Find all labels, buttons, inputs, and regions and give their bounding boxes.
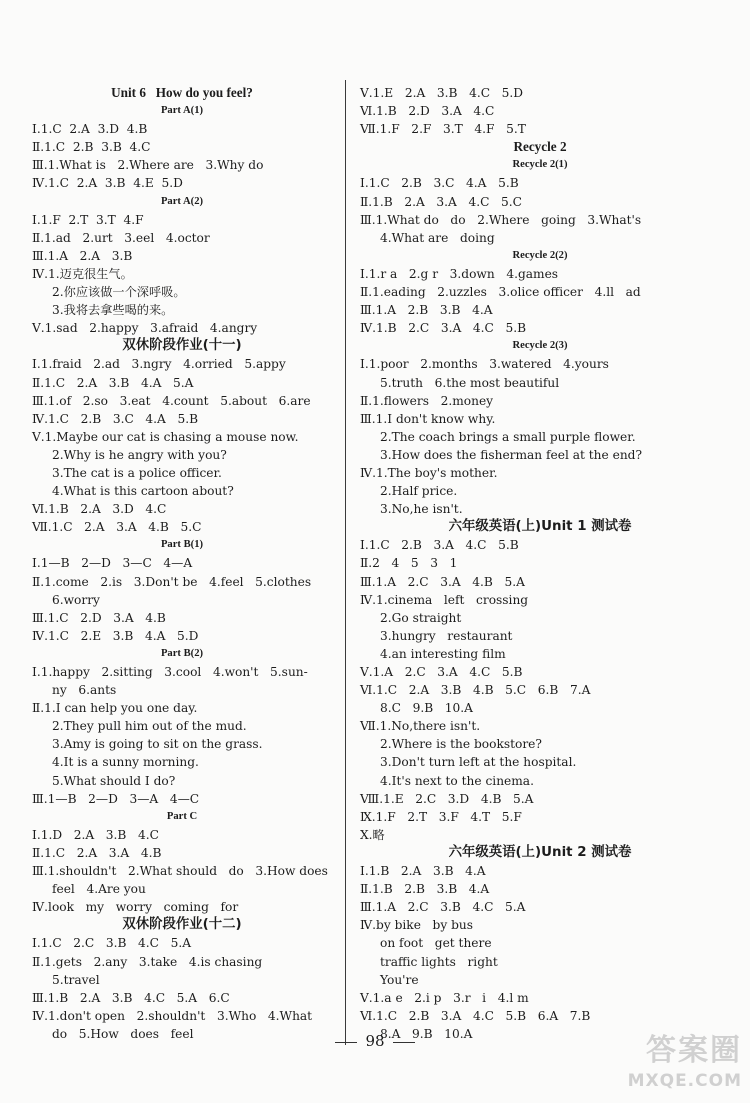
answer-line-continued: feel 4.Are you	[52, 882, 146, 897]
answer-line: Ⅲ.1.shouldn't 2.What should do 3.How does	[32, 864, 328, 879]
answer-line-continued: 4.It is a sunny morning.	[52, 755, 199, 770]
answer-line: Ⅲ.1.What is 2.Where are 3.Why do	[32, 158, 264, 173]
answer-line: Ⅰ.1.happy 2.sitting 3.cool 4.won't 5.sun-	[32, 665, 308, 679]
right-column	[360, 84, 720, 1043]
answer-line-continued: do 5.How does feel	[52, 1026, 194, 1041]
left-column	[32, 84, 332, 1043]
answer-line-continued: 3.hungry restaurant	[380, 628, 513, 643]
answer-line: Ⅱ.1.ad 2.urt 3.eel 4.octor	[32, 230, 210, 245]
answer-line-continued: 8.A 9.B 10.A	[380, 1026, 473, 1041]
answer-line: Ⅱ.1.B 2.B 3.B 4.A	[360, 882, 490, 897]
answer-line-continued: 3.The cat is a police officer.	[52, 465, 222, 480]
answer-line: Ⅰ.1.B 2.A 3.B 4.A	[360, 864, 486, 879]
answer-line: Ⅰ.1.r a 2.g r 3.down 4.games	[360, 266, 559, 281]
answer-line: Ⅱ.1.I can help you one day.	[32, 701, 198, 716]
answer-line: Ⅲ.1.What do do 2.Where going 3.What's	[360, 212, 642, 227]
column-divider	[345, 80, 346, 1045]
unit-heading: Recycle 2	[513, 139, 567, 155]
answer-line: Ⅶ.1.No,there isn't.	[360, 719, 481, 734]
section-heading: 双休阶段作业(十二)	[122, 917, 242, 933]
answer-line-continued: 4.What are doing	[380, 230, 495, 245]
footer-dash-left	[335, 1042, 357, 1043]
answer-line: Ⅱ.2 4 5 3 1	[360, 556, 458, 571]
answer-line: Ⅲ.1.A 2.B 3.B 4.A	[360, 303, 493, 318]
answer-line: Ⅸ.1.F 2.T 3.F 4.T 5.F	[360, 809, 522, 824]
answer-line: Ⅶ.1.F 2.F 3.T 4.F 5.T	[360, 122, 526, 137]
answer-line-continued: 3.No,he isn't.	[380, 502, 463, 517]
answer-line-continued: 2.Go straight	[380, 610, 462, 625]
answer-line: Ⅶ.1.C 2.A 3.A 4.B 5.C	[32, 520, 202, 535]
answer-line: Ⅰ.1.fraid 2.ad 3.ngry 4.orried 5.appy	[32, 357, 286, 372]
answer-line: Ⅲ.1.A 2.C 3.A 4.B 5.A	[360, 574, 525, 589]
answer-line: Ⅴ.1.a e 2.i p 3.r i 4.l m	[360, 990, 529, 1005]
answer-line: Ⅲ.1.of 2.so 3.eat 4.count 5.about 6.are	[32, 393, 311, 408]
answer-line: Ⅳ.1.The boy's mother.	[360, 465, 498, 480]
watermark-logo	[604, 1025, 742, 1097]
answer-line-continued: You're	[380, 972, 419, 987]
section-heading: 六年级英语(上)Unit 2 测试卷	[448, 844, 632, 860]
answer-line: Ⅵ.1.B 2.D 3.A 4.C	[360, 104, 495, 119]
answer-line-continued: 4.What is this cartoon about?	[52, 484, 234, 499]
answer-line: Ⅳ.1.迈克很生气。	[32, 266, 133, 281]
part-heading: Part A(1)	[160, 105, 204, 117]
answer-line: Ⅱ.1.come 2.is 3.Don't be 4.feel 5.clothes	[32, 574, 312, 589]
answer-line-continued: 5.truth 6.the most beautiful	[380, 375, 560, 390]
answer-line-continued: 2.Where is the bookstore?	[380, 737, 542, 752]
answer-line: Ⅲ.1—B 2—D 3—A 4—C	[32, 791, 200, 806]
answer-line-continued: 2.The coach brings a small purple flower.	[380, 429, 636, 444]
answer-line-continued: 2.Half price.	[380, 484, 458, 499]
answer-line-continued: 3.我将去拿些喝的来。	[52, 303, 174, 318]
answer-line: Ⅱ.1.C 2.B 3.B 4.C	[32, 140, 151, 155]
answer-line-continued: 3.Don't turn left at the hospital.	[380, 755, 577, 770]
page-number: 98	[365, 1032, 385, 1050]
answer-line-continued: traffic lights right	[380, 954, 498, 969]
answer-line: Ⅰ.1.D 2.A 3.B 4.C	[32, 827, 159, 842]
answer-line-continued: 4.It's next to the cinema.	[380, 773, 534, 788]
watermark-bottom-text: MXQE.COM	[627, 1071, 742, 1091]
answer-line: Ⅳ.1.don't open 2.shouldn't 3.Who 4.What	[32, 1008, 313, 1023]
answer-line-continued: 4.an interesting film	[380, 646, 506, 661]
answer-line-continued: on foot get there	[380, 936, 492, 951]
answer-line: Ⅲ.1.B 2.A 3.B 4.C 5.A 6.C	[32, 990, 230, 1005]
unit-heading: Unit 6 How do you feel?	[111, 85, 253, 100]
answer-line: Ⅱ.1.C 2.A 3.B 4.A 5.A	[32, 375, 194, 390]
answer-line: Ⅵ.1.B 2.A 3.D 4.C	[32, 502, 167, 517]
part-heading: Recycle 2(1)	[512, 159, 568, 171]
answer-line: Ⅰ.1.poor 2.months 3.watered 4.yours	[360, 357, 609, 372]
answer-line: Ⅱ.1.eading 2.uzzles 3.olice officer 4.ll ad	[360, 285, 641, 300]
footer-dash-right	[393, 1042, 415, 1043]
answer-line: Ⅴ.1.E 2.A 3.B 4.C 5.D	[360, 86, 524, 100]
part-heading: Part A(2)	[160, 195, 204, 207]
answer-line: Ⅰ.1—B 2—D 3—C 4—A	[32, 556, 193, 571]
answer-line-continued: 2.Why is he angry with you?	[52, 447, 227, 462]
answer-line-continued: 2.They pull him out of the mud.	[52, 719, 247, 734]
answer-line: Ⅰ.1.C 2.B 3.A 4.C 5.B	[360, 538, 519, 553]
answer-line-continued: ny 6.ants	[52, 683, 117, 698]
answer-line: Ⅴ.1.Maybe our cat is chasing a mouse now.	[32, 429, 299, 444]
answer-line: Ⅴ.1.sad 2.happy 3.afraid 4.angry	[32, 321, 258, 336]
answer-line: Ⅰ.1.C 2.B 3.C 4.A 5.B	[360, 176, 519, 191]
part-heading: Recycle 2(3)	[512, 340, 568, 352]
answer-line: Ⅱ.1.B 2.A 3.A 4.C 5.C	[360, 194, 522, 209]
part-heading: Recycle 2(2)	[512, 249, 568, 261]
answer-line-continued: 5.What should I do?	[52, 773, 176, 788]
answer-line-continued: 3.How does the fisherman feel at the end?	[380, 447, 643, 462]
answer-line: Ⅰ.1.C 2.C 3.B 4.C 5.A	[32, 936, 192, 951]
answer-line: Ⅲ.1.A 2.C 3.B 4.C 5.A	[360, 900, 526, 915]
section-heading: 六年级英语(上)Unit 1 测试卷	[448, 519, 632, 535]
answer-line: Ⅳ.look my worry coming for	[32, 900, 239, 915]
answer-line: Ⅱ.1.flowers 2.money	[360, 393, 494, 408]
answer-line: Ⅳ.1.C 2.B 3.C 4.A 5.B	[32, 411, 199, 426]
answer-line: Ⅳ.1.C 2.E 3.B 4.A 5.D	[32, 628, 199, 643]
answer-line: Ⅱ.1.C 2.A 3.A 4.B	[32, 845, 162, 860]
answer-line: Ⅳ.1.B 2.C 3.A 4.C 5.B	[360, 321, 527, 336]
answer-line: Ⅷ.1.E 2.C 3.D 4.B 5.A	[360, 791, 534, 806]
answer-line: Ⅲ.1.I don't know why.	[360, 411, 496, 426]
answer-line-continued: 2.你应该做一个深呼吸。	[52, 285, 186, 300]
answer-line: Ⅲ.1.A 2.A 3.B	[32, 248, 133, 263]
answer-line: Ⅳ.by bike by bus	[360, 918, 473, 933]
answer-line: Ⅳ.1.C 2.A 3.B 4.E 5.D	[32, 176, 183, 191]
answer-line: Ⅹ.略	[360, 827, 385, 842]
answer-line: Ⅳ.1.cinema left crossing	[360, 592, 529, 607]
part-heading: Part B(1)	[160, 539, 204, 551]
answer-line: Ⅵ.1.C 2.A 3.B 4.B 5.C 6.B 7.A	[360, 683, 591, 698]
answer-line: Ⅰ.1.C 2.A 3.D 4.B	[32, 122, 148, 137]
part-heading: Part B(2)	[160, 647, 204, 659]
part-heading: Part C	[166, 810, 198, 822]
answer-line-continued: 6.worry	[52, 592, 100, 607]
answer-line: Ⅰ.1.F 2.T 3.T 4.F	[32, 212, 144, 227]
answer-line: Ⅴ.1.A 2.C 3.A 4.C 5.B	[360, 665, 523, 679]
answer-line: Ⅲ.1.C 2.D 3.A 4.B	[32, 610, 166, 625]
section-heading: 双休阶段作业(十一)	[122, 338, 242, 354]
answer-line-continued: 5.travel	[52, 972, 100, 987]
watermark-top-text: 答案圈	[646, 1033, 742, 1068]
answer-line-continued: 3.Amy is going to sit on the grass.	[52, 737, 263, 752]
answer-line: Ⅱ.1.gets 2.any 3.take 4.is chasing	[32, 954, 263, 969]
answer-line-continued: 8.C 9.B 10.A	[380, 701, 473, 716]
answer-line: Ⅵ.1.C 2.B 3.A 4.C 5.B 6.A 7.B	[360, 1008, 591, 1023]
